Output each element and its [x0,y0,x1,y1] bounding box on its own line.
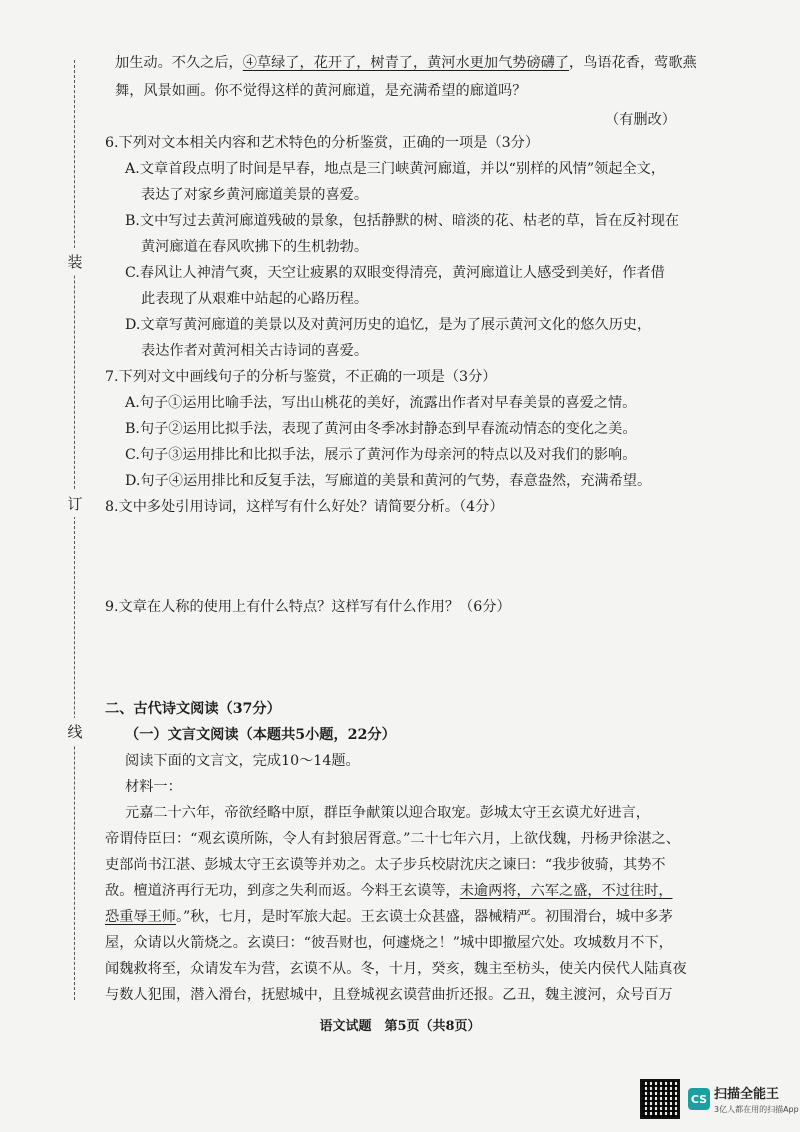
q7-option-d: D.句子④运用排比和反复手法，写廊道的美景和黄河的气势，春意盎然，充满希望。 [125,473,652,489]
q6-option-d: D.文章写黄河廊道的美景以及对黄河历史的追忆，是为了展示黄河文化的悠久历史， [125,317,652,333]
section2-instruction: 阅读下面的文言文，完成10～14题。 [125,753,360,769]
classical-text-line: 元嘉二十六年，帝欲经略中原，群臣争献策以迎合取宠。彭城太守王玄谟尤好进言， [125,805,650,821]
camscanner-logo-icon: CS [688,1088,710,1110]
q6-option-b: B.文中写过去黄河廊道残破的景象，包括静默的树、暗淡的花、枯老的草，旨在反衬现在 [125,213,680,229]
classical-text-line: 与数人犯围，潜入滑台，抚慰城中，且登城视玄谟营曲折还报。乙丑，魏主渡河，众号百万 [105,987,673,1003]
classical-text-line: 恐重辱王师。”秋，七月，是时军旅大起。王玄谟士众甚盛，器械精严。初围滑台，城中多茅 [105,909,673,925]
classical-text-line: 吏部尚书江湛、彭城太守王玄谟等并劝之。太子步兵校尉沈庆之谏曰：“我步彼骑，其势不 [105,857,666,873]
q6-option-a: A.文章首段点明了时间是早春，地点是三门峡黄河廊道，并以“别样的风情”领起全文， [125,161,666,177]
section2-subtitle: （一）文言文阅读（本题共5小题，22分） [125,727,396,743]
classical-text-line: 闻魏救将至，众请发车为营，玄谟不从。冬，十月，癸亥，魏主至枋头，使关内侯代人陆真夜 [105,961,687,977]
q6-option-b-cont: 黄河廊道在春风吹拂下的生机勃勃。 [141,239,369,255]
binding-mark-ding: 订 [67,490,83,517]
passage-line: 加生动。不久之后，④草绿了，花开了，树青了，黄河水更加气势磅礴了，鸟语花香，莺歌燕 [115,55,697,71]
section2-title: 二、古代诗文阅读（37分） [105,701,281,717]
scanner-tagline: 3亿人都在用的扫描App [714,1105,799,1114]
q6-stem: 6.下列对文本相关内容和艺术特色的分析鉴赏，正确的一项是（3分） [105,135,540,151]
scanner-name: 扫描全能王 [714,1087,780,1102]
binding-mark-xian: 线 [67,718,83,745]
q6-option-c-cont: 此表现了从艰难中站起的心路历程。 [141,291,369,307]
binding-line [74,60,75,1000]
q6-option-d-cont: 表达作者对黄河相关古诗词的喜爱。 [141,343,369,359]
classical-text-line: 敌。檀道济再行无功，到彦之失利而返。今料王玄谟等，未逾两将，六军之盛，不过往时， [105,883,673,899]
binding-mark-zhuang: 装 [67,248,83,275]
q7-option-c: C.句子③运用排比和比拟手法，展示了黄河作为母亲河的特点以及对我们的影响。 [125,447,637,463]
classical-text-line: 帝谓侍臣曰：“观玄谟所陈，令人有封狼居胥意。”二十七年六月，上欲伐魏，丹杨尹徐湛之、 [105,831,680,847]
material-label: 材料一： [125,779,182,795]
page-footer: 语文试题 第5页（共8页） [319,1019,481,1034]
source-note: （有删改） [605,112,676,128]
scanner-watermark [640,1078,799,1120]
classical-text-line: 屋，众请以火箭烧之。玄谟曰：“彼吾财也，何遽烧之！”城中即撤屋穴处。攻城数月不下， [105,935,673,951]
qr-code-icon [640,1079,680,1119]
q6-option-c: C.春风让人神清气爽，天空让疲累的双眼变得清亮，黄河廊道让人感受到美好，作者借 [125,265,665,281]
q7-stem: 7.下列对文中画线句子的分析与鉴赏，不正确的一项是（3分） [105,369,497,385]
q7-option-a: A.句子①运用比喻手法，写出山桃花的美好，流露出作者对早春美景的喜爱之情。 [125,395,637,411]
q7-option-b: B.句子②运用比拟手法，表现了黄河由冬季冰封静态到早春流动情态的变化之美。 [125,421,637,437]
q6-option-a-cont: 表达了对家乡黄河廊道美景的喜爱。 [141,187,369,203]
q8-stem: 8.文中多处引用诗词，这样写有什么好处？请简要分析。（4分） [105,499,504,515]
passage-line: 舞，风景如画。你不觉得这样的黄河廊道，是充满希望的廊道吗？ [115,83,527,99]
q9-stem: 9.文章在人称的使用上有什么特点？这样写有什么作用？（6分） [105,599,511,615]
